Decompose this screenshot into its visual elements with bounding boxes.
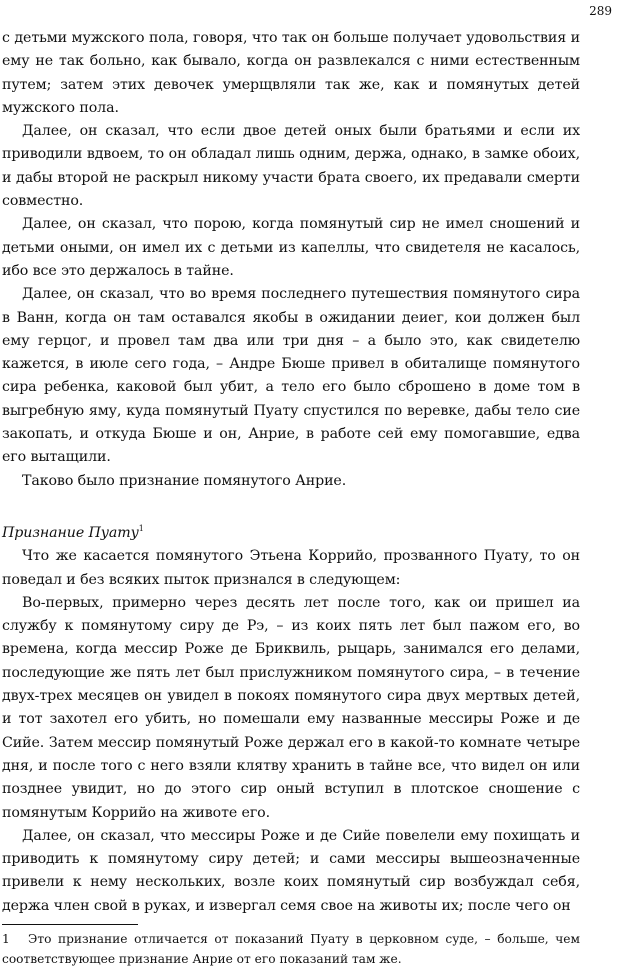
paragraph: Далее, он сказал, что во время последнего путешествия помянутого сира в Ванн, когда он там оставался якобы в ожидании деиег, кои должен был ему герцог, и провел там два или три дня – а было это, как свидетелю кажется, в июле сего года, – Андре Бюше привел в обиталище помянутого сира ребенка, каковой был убит, а тело его было сброшено в доме том в выгребную яму, куда помянутый Пуату спустился по веревке, дабы тело сие закопать, и откуда Бюше и он, Анрие, в работе сей ему помогавшие, едва его вытащили. <box>2 286 580 466</box>
paragraph: Далее, он сказал, что порою, когда помянутый сир не имел сношений и детьми оными, он имел их с детьми из капеллы, что свидетеля не касалось, ибо все это держалось в тайне. <box>2 216 580 279</box>
footnote-text: Это признание отличается от показаний Пуату в церковном суде, – больше, чем соответствующее признание Анрие от его показаний там же. <box>2 932 580 966</box>
paragraph: Во-первых, примерно через десять лет после того, как ои пришел иа службу к помянутому сиру де Рэ, – из коих пять лет был пажом его, во времена, когда мессир Роже де Бриквиль, рыцарь, занимался его делами, последующие же пять лет был прислужником помянутого сира, – в течение двух-трех месяцев он увидел в покоях помянутого сира двух мертвых детей, и тот захотел его убить, но помешали ему названные мессиры Роже и де Сийе. Затем мессир помянутый Роже держал его в какой-то комнате четыре дня, и после того с него взяли клятву хранить в тайне все, что видел он или позднее увидит, но до этого сир оный вступил в плотское сношение с помянутым Коррийо на животе его. <box>2 594 580 821</box>
main-text <box>2 27 580 918</box>
section-title <box>2 517 580 545</box>
footnote-marker: 1 <box>138 523 144 533</box>
paragraph: Далее, он сказал, что мессиры Роже и де Сийе повелели ему похищать и приводить к помянутому сиру детей; и сами мессиры вышеозначенные привели к нему нескольких, возле коих помянутый сир возбуждал себя, держа член свой в руках, и извергал семя свое на животы их; после чего он <box>2 827 580 914</box>
paragraph: Таково было признание помянутого Анрие. <box>22 472 347 489</box>
footnote <box>2 929 580 969</box>
section-title-text: Признание Пуату <box>2 524 139 541</box>
paragraph: Далее, он сказал, что если двое детей оных были братьями и если их приводили вдвоем, то он обладал лишь одним, держа, однако, в замке обоих, и дабы второй не раскрыл никому участи брата своего, их предавали смерти совместно. <box>2 123 580 210</box>
page-number: 289 <box>589 4 612 18</box>
paragraph: Что же касается помянутого Этьена Коррийо, прозванного Пуату, то он поведал и без всяких пыток признался в следующем: <box>2 548 580 588</box>
paragraph: с детьми мужского пола, говоря, что так он больше получает удовольствия и ему не так больно, как бывало, когда он развлекался с ними естественным путем; затем этих девочек умерщвляли так же, как и помянутых детей мужского пола. <box>2 30 580 116</box>
footnote-divider <box>2 924 138 925</box>
footnote-number: 1 <box>2 932 10 946</box>
